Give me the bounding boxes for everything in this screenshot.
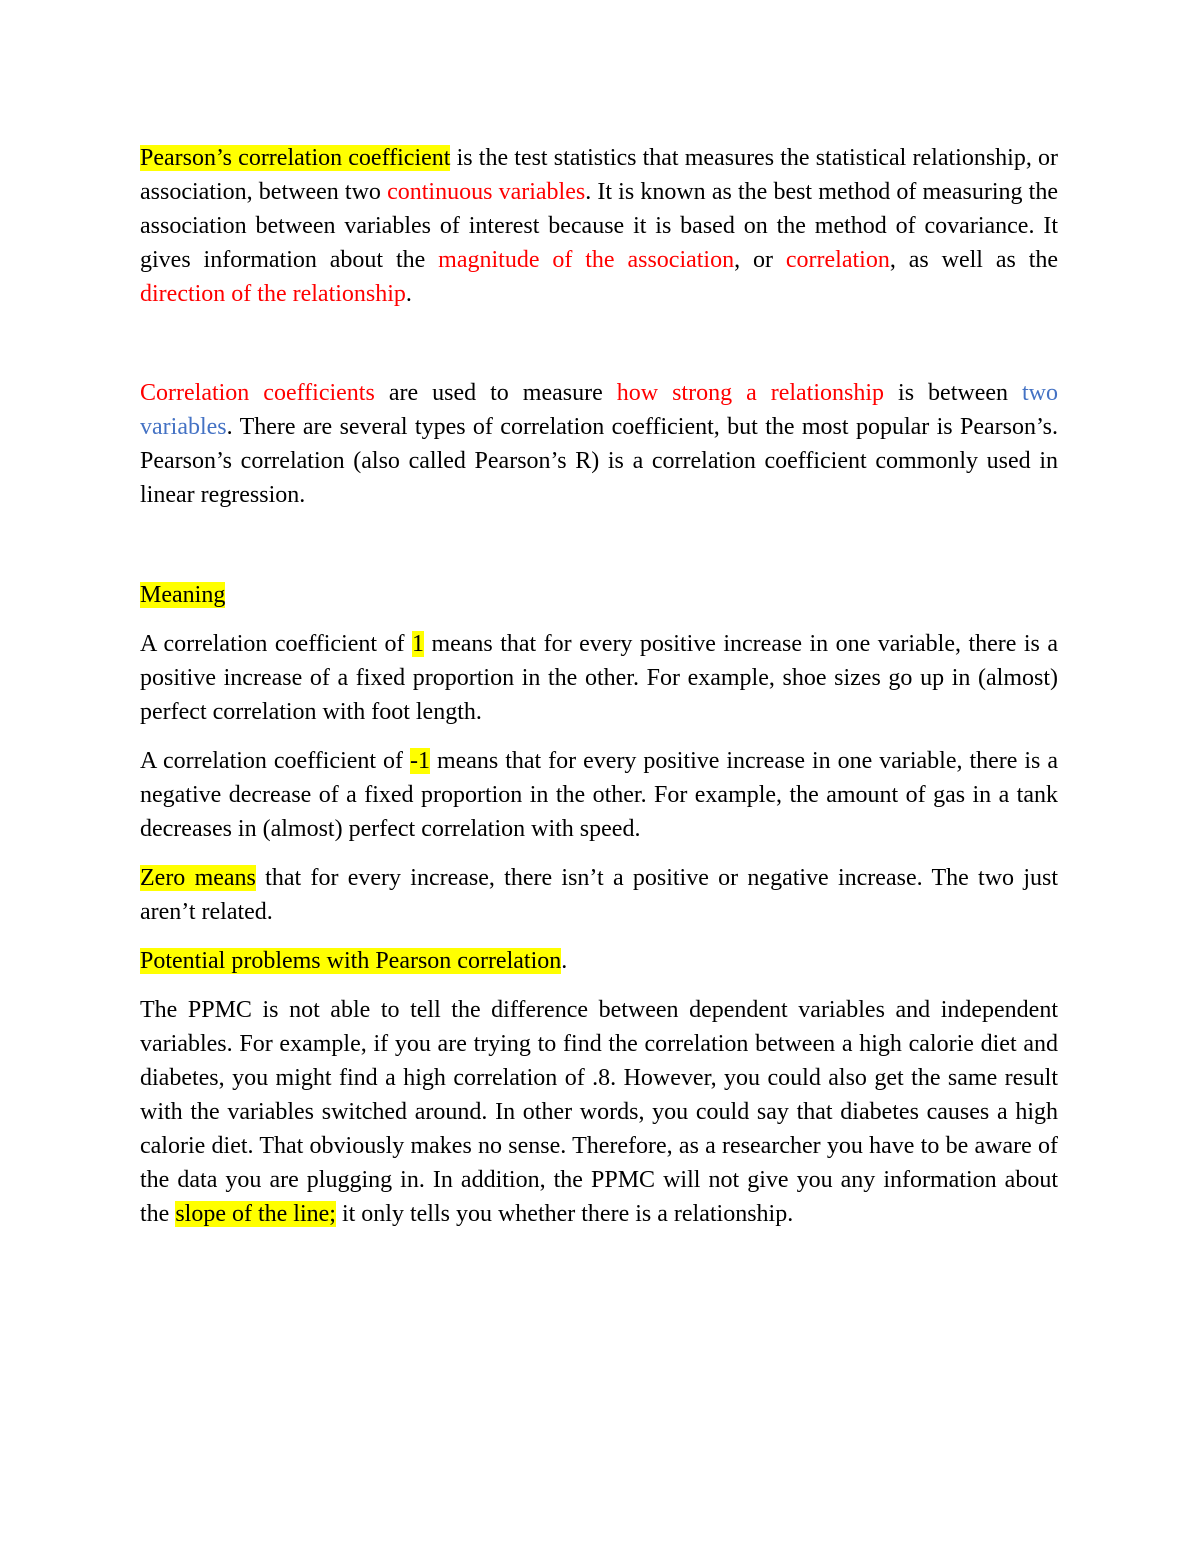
paragraph-ppmc-problems (140, 993, 1058, 1231)
highlighted-value: 1 (411, 631, 424, 657)
text-run: A correlation coefficient of (140, 748, 410, 774)
red-term: magnitude of the association (438, 247, 735, 273)
highlighted-heading: Potential problems with Pearson correlation (140, 948, 562, 974)
text-run: . There are several types of correlation coefficient, but the most popular is Pearson’s. Pearson’s correlation (also called Pearson’s R) is a correlation coefficient commonly used in linear regression. (140, 414, 1058, 508)
red-term: how strong a relationship (616, 380, 885, 406)
text-run: means that for every positive increase in one variable, there is a negative decrease of a fixed proportion in the other. For example, the amount of gas in a tank decreases in (almost) perfect correlation with speed. (140, 748, 1059, 842)
text-run: , or (734, 247, 786, 273)
text-run: is between (884, 380, 1022, 406)
text-run: means that for every positive increase in one variable, there is a positive increase of a fixed proportion in the other. For example, shoe sizes go up in (almost) perfect correlation with foot length. (140, 631, 1059, 725)
text-run: . (405, 281, 412, 307)
text-run: A correlation coefficient of (140, 631, 412, 657)
text-run: it only tells you whether there is a relationship. (335, 1201, 794, 1227)
text-run: are used to measure (374, 380, 617, 406)
meaning-heading (140, 578, 1058, 612)
paragraph-positive-one (140, 627, 1058, 729)
highlighted-heading: Meaning (140, 582, 226, 608)
highlighted-term: Zero means (140, 865, 256, 891)
paragraph-negative-one (140, 744, 1058, 846)
paragraph-zero (140, 861, 1058, 929)
text-run: . It is known as the best method of measuring the association between variables of interest because it is based on the method of covariance. It gives information about the (140, 179, 1058, 273)
red-term: Correlation coefficients (140, 380, 375, 406)
text-run: that for every increase, there isn’t a positive or negative increase. The two just aren’t related. (140, 865, 1058, 925)
highlighted-term: Pearson’s correlation coefficient (140, 145, 451, 171)
text-run: The PPMC is not able to tell the difference between dependent variables and independent variables. For example, if you are trying to find the correlation between a high calorie diet and diabetes, you might find a high correlation of .8. However, you could also get the same result with the variables switched around. In other words, you could say that diabetes causes a high calorie diet. That obviously makes no sense. Therefore, as a researcher you have to be aware of the data you are plugging in. In addition, the PPMC will not give you any information about the (140, 997, 1058, 1227)
document-page (140, 141, 1058, 1231)
text-run: , as well as the (889, 247, 1059, 273)
text-run: . (561, 948, 568, 974)
red-term: correlation (785, 247, 890, 273)
red-term: continuous variables (387, 179, 586, 205)
blue-term: two variables (140, 380, 1058, 440)
text-run: is the test statistics that measures the statistical relationship, or association, between two (140, 145, 1058, 205)
paragraph-correlation-coefficients (140, 376, 1058, 512)
highlighted-term: slope of the line; (175, 1201, 336, 1227)
paragraph-pearson-definition (140, 141, 1058, 311)
problems-heading (140, 944, 1058, 978)
red-term: direction of the relationship (140, 281, 406, 307)
highlighted-value: -1 (409, 748, 430, 774)
